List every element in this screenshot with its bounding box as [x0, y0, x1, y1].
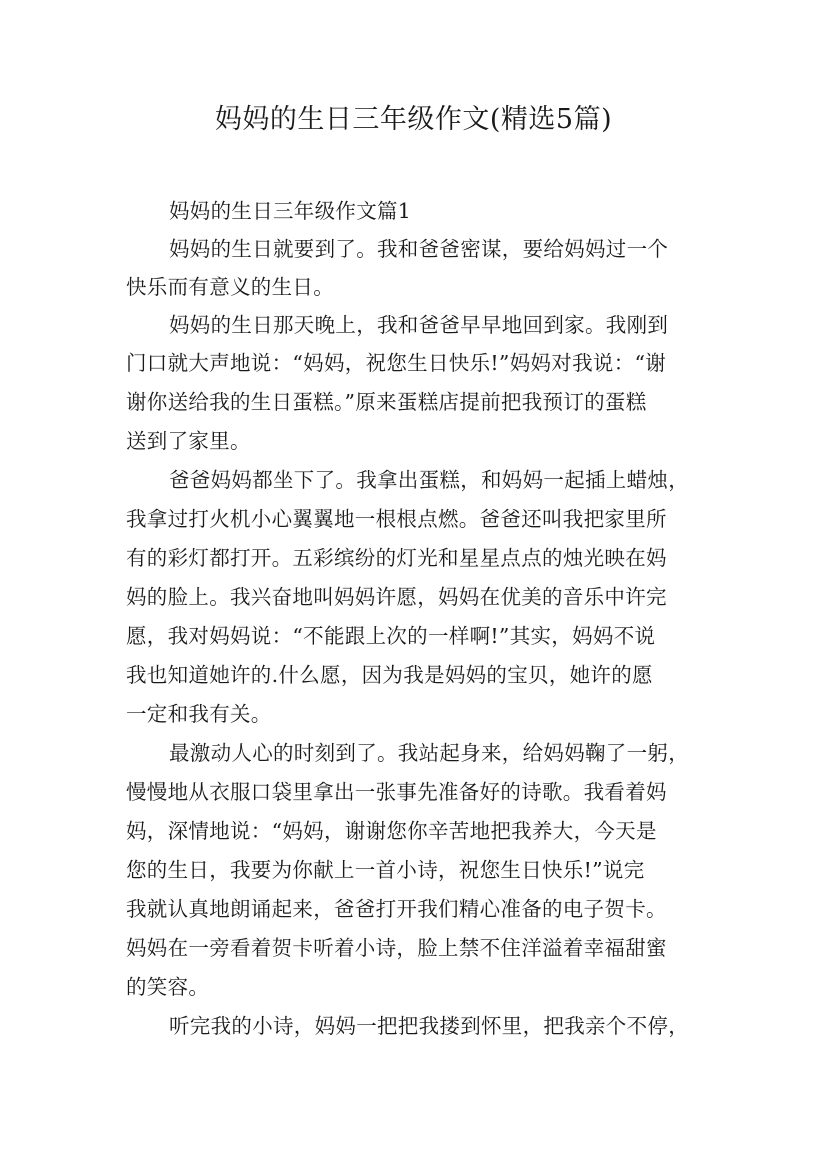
- text-line: 愿，我对妈妈说：“不能跟上次的一样啊!”其实，妈妈不说: [126, 624, 656, 648]
- text-line: 听完我的小诗，妈妈一把把我搂到怀里，把我亲个不停，: [169, 1014, 689, 1038]
- text-line: 的笑容。: [126, 975, 210, 999]
- text-line: 爸爸妈妈都坐下了。我拿出蛋糕，和妈妈一起插上蜡烛，: [169, 468, 689, 492]
- text-line: 妈，深情地说：“妈妈，谢谢您你辛苦地把我养大，今天是: [126, 819, 657, 843]
- text-line: 我就认真地朗诵起来，爸爸打开我们精心准备的电子贺卡。: [126, 897, 667, 921]
- text-line: 送到了家里。: [126, 429, 251, 453]
- text-line: 妈妈的生日就要到了。我和爸爸密谋，要给妈妈过一个: [169, 237, 669, 261]
- document-title: 妈妈的生日三年级作文(精选5篇): [214, 104, 613, 135]
- text-line: 快乐而有意义的生日。: [126, 275, 334, 299]
- text-line: 慢慢地从衣服口袋里拿出一张事先准备好的诗歌。我看着妈: [126, 780, 667, 804]
- text-line: 我也知道她许的.什么愿，因为我是妈妈的宝贝，她许的愿: [126, 663, 653, 687]
- text-line: 妈妈在一旁看着贺卡听着小诗，脸上禁不住洋溢着幸福甜蜜: [126, 936, 667, 960]
- section-heading: 妈妈的生日三年级作文篇1: [169, 199, 412, 223]
- text-line: 最激动人心的时刻到了。我站起身来，给妈妈鞠了一躬，: [169, 741, 689, 765]
- text-line: 妈的脸上。我兴奋地叫妈妈许愿，妈妈在优美的音乐中许完: [126, 585, 667, 609]
- text-line: 门口就大声地说：“妈妈，祝您生日快乐!”妈妈对我说：“谢: [126, 351, 667, 375]
- text-line: 一定和我有关。: [126, 702, 272, 726]
- text-line: 妈妈的生日那天晚上，我和爸爸早早地回到家。我刚到: [169, 313, 669, 337]
- text-line: 我拿过打火机小心翼翼地一根根点燃。爸爸还叫我把家里所: [126, 507, 667, 531]
- text-line: 您的生日，我要为你献上一首小诗，祝您生日快乐!”说完: [126, 858, 645, 882]
- text-line: 谢你送给我的生日蛋糕。”原来蛋糕店提前把我预订的蛋糕: [126, 390, 647, 414]
- text-line: 有的彩灯都打开。五彩缤纷的灯光和星星点点的烛光映在妈: [126, 546, 667, 570]
